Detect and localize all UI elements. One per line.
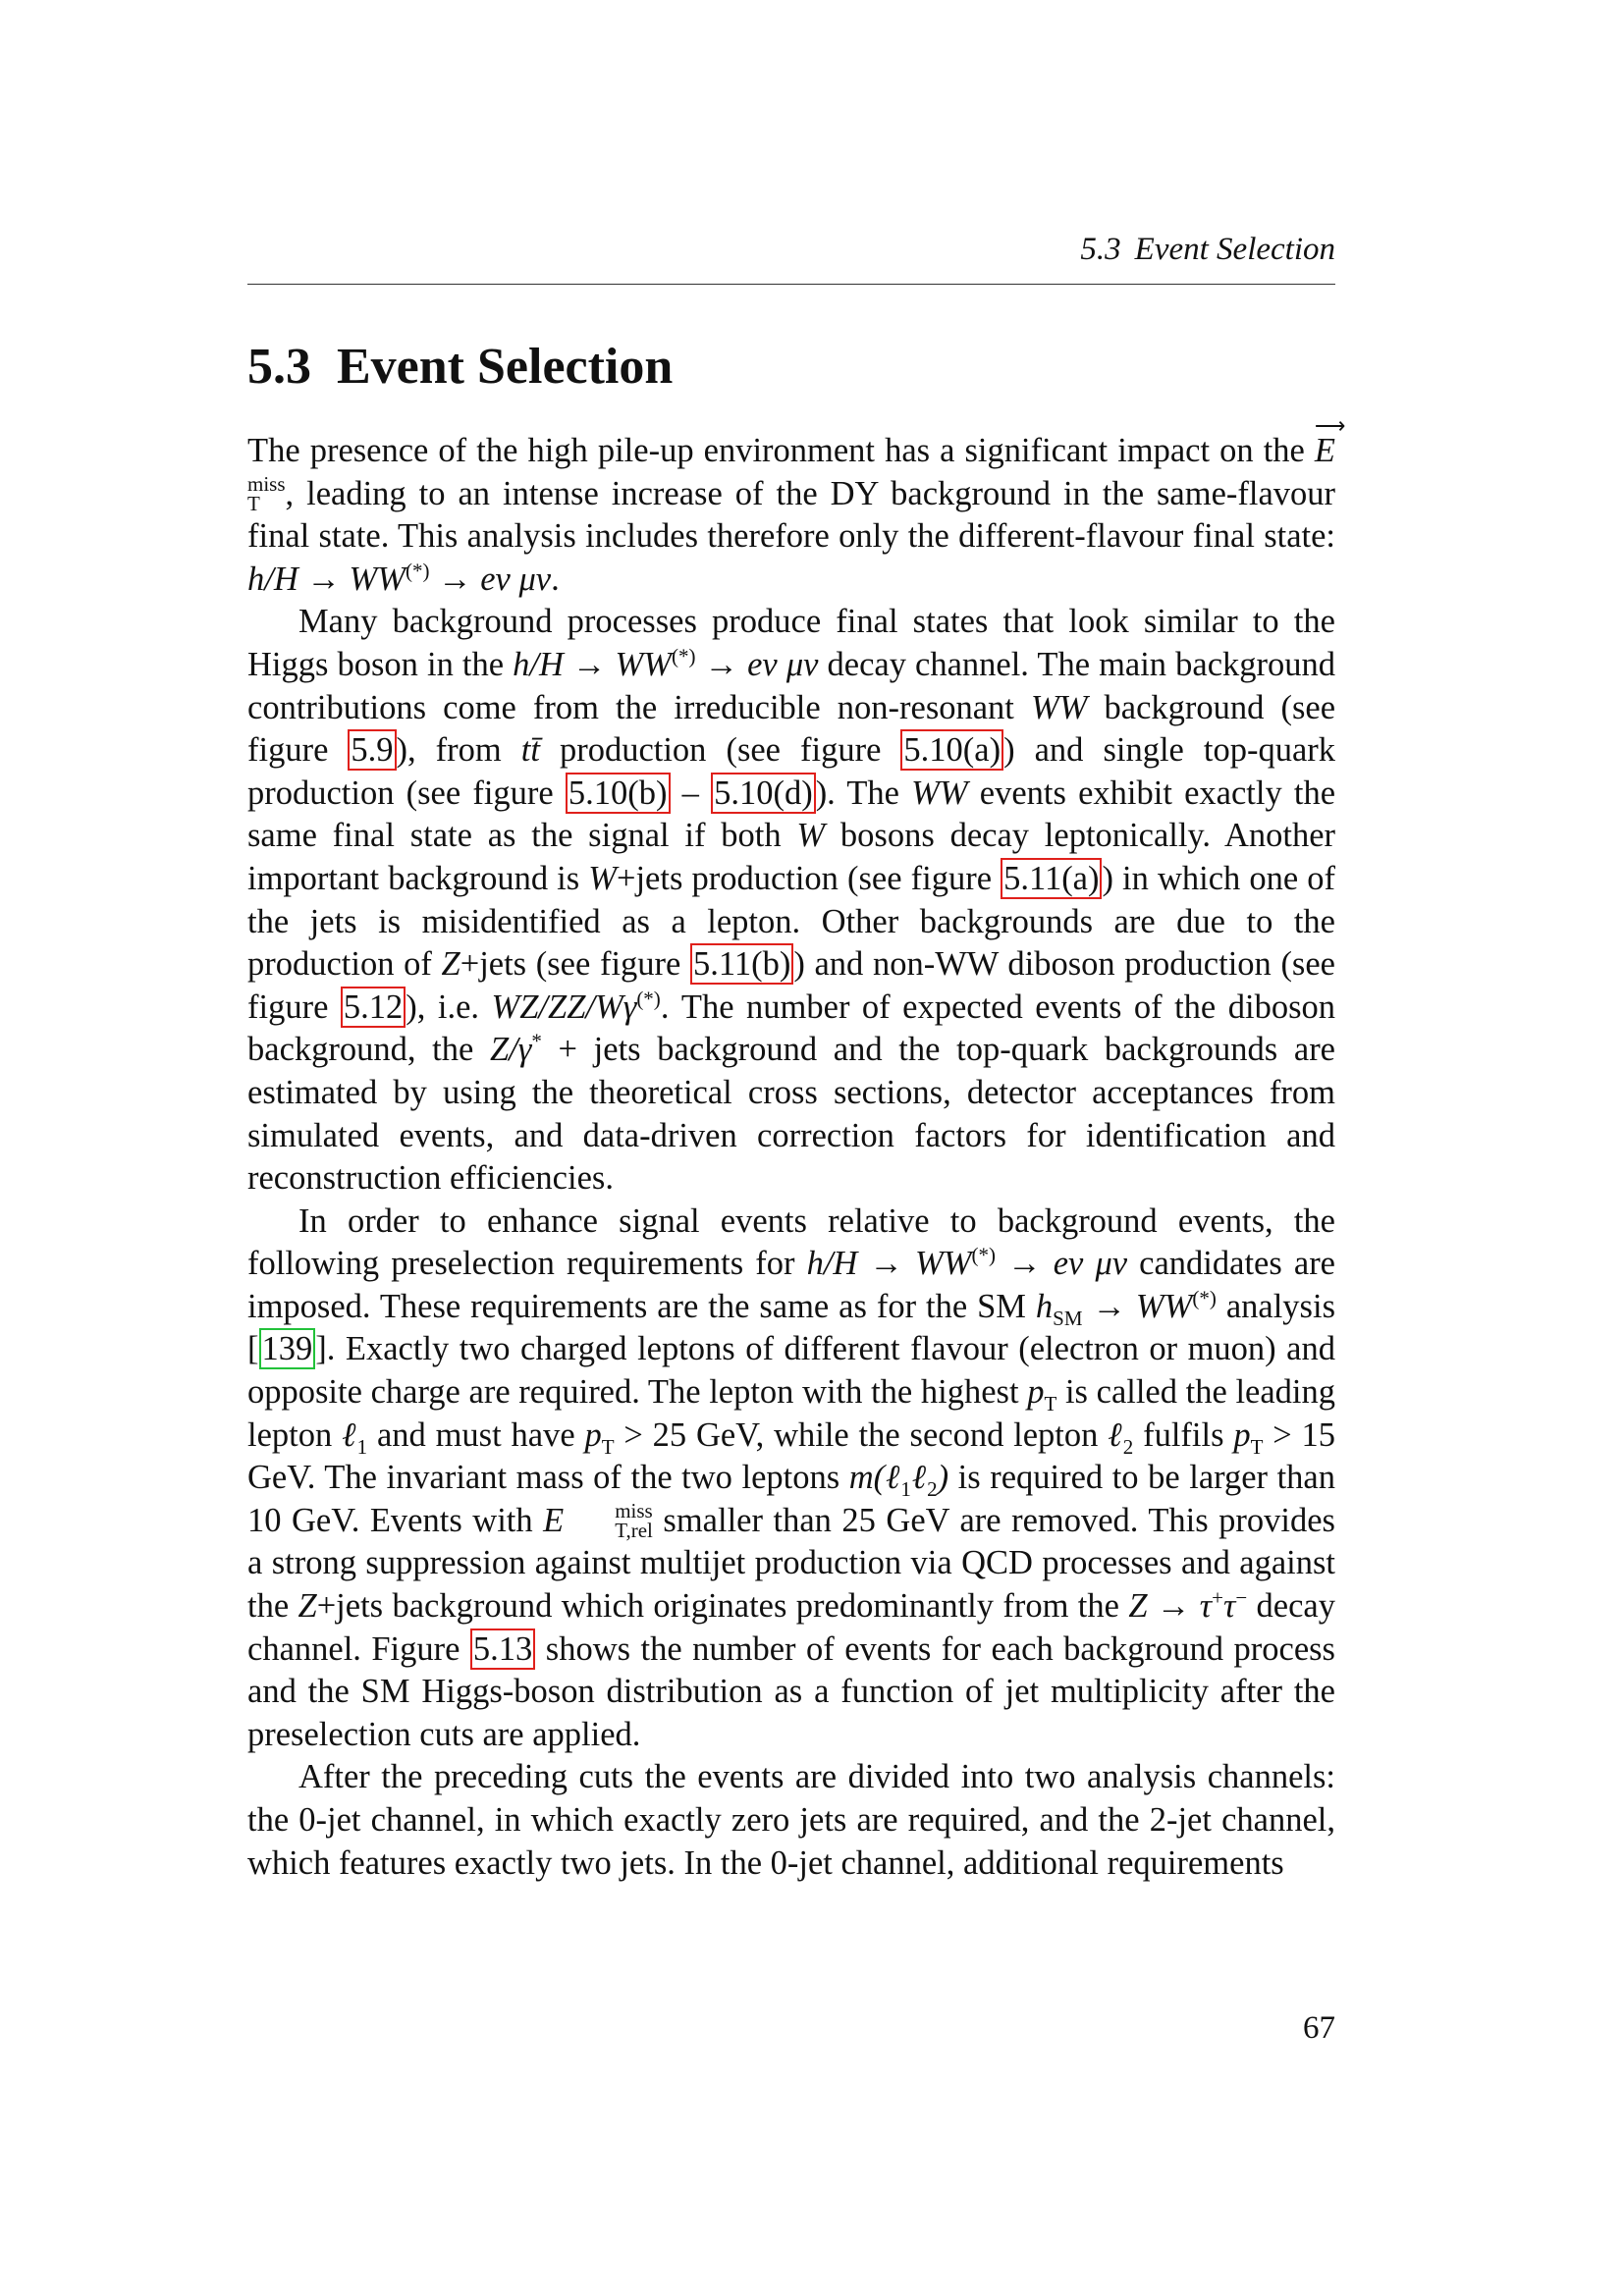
p1-text-1: The presence of the high pile-up environment has a significant impact on the [247,432,1315,469]
etmiss-sup: miss [247,471,286,496]
figure-ref-5-10b[interactable]: 5.10(b) [566,773,671,814]
etmiss-symbol [1314,413,1346,473]
citation-139[interactable]: 139 [259,1328,316,1369]
figure-ref-5-12[interactable]: 5.12 [341,987,406,1028]
figure-ref-5-9[interactable]: 5.9 [348,729,396,771]
paragraph-1 [247,413,1346,601]
zgamma-symbol: Z/γ* [490,1029,542,1069]
page-number: 67 [1303,2010,1335,2046]
figure-ref-5-10d[interactable]: 5.10(d) [711,773,816,814]
running-head-title: Event Selection [1134,232,1335,267]
paragraph-4: After the preceding cuts the events are divided into two analysis channels: the 0-jet channel, in which exactly zero jets are required, and the 2-jet channel, which features exactly two jets. In the 0-jet channel, additional requirements [247,1758,1335,1882]
vector-arrow-icon: ⟶ [1314,413,1346,438]
p2-decay: h/H → WW(*) → eν μν [513,644,819,683]
section-title [247,338,673,397]
figure-ref-5-13[interactable]: 5.13 [470,1629,535,1670]
p1-text-2: , leading to an intense increase of the DY background in the same-flavour final state. This analysis includes therefore only the different-flavour final state: [247,474,1335,556]
paragraph-2: Many background processes produce final states that look similar to the Higgs boson in the h/H → WW(*) → eν μν decay channel. The main background contributions come from the irreducible non-resonant WW background (see figure 5.9), from tt̄ production (see figure 5.10(a)) and single top-quark production (see figure 5.10(b) – 5.10(d)). The WW events exhibit exactly the same final state as the signal if both W bosons decay leptonically. Another important background is W+jets production (see figure 5.11(a)) in which one of the jets is misidentified as a lepton. Other backgrounds are due to the production of Z+jets (see figure 5.11(b)) and non-WW diboson production (see figure 5.12), i.e. WZ/ZZ/Wγ(*). The number of expected events of the diboson background, the Z/γ* + jets background and the top-quark backgrounds are estimated by using the theoretical cross sections, detector acceptances from simulated events, and data-driven correction factors for identification and reconstruction efficiencies. [247,603,1336,1198]
etmiss-scripts [247,471,286,515]
etmiss-base: E [1314,432,1335,469]
running-head [247,232,1335,268]
etrel-scripts: miss T,rel [615,1498,653,1542]
section-title-text: Event Selection [337,339,674,395]
mll-symbol: m(ℓ$_1$ℓ$_2$) [848,1459,949,1502]
p1-text-3: . [551,560,560,598]
etrel-base: E [543,1501,565,1539]
etmiss-sub: T [247,491,260,515]
running-head-number: 5.3 [1080,232,1121,267]
figure-ref-5-11a[interactable]: 5.11(a) [1001,858,1102,899]
section-number: 5.3 [247,339,311,395]
diboson-symbol: WZ/ZZ/Wγ(*) [491,987,661,1026]
p3-decay: h/H → WW(*) → eν μν [806,1243,1128,1283]
figure-ref-5-10a[interactable]: 5.10(a) [900,729,1003,771]
p1-decay: h/H → WW(*) → eν μν [247,559,552,598]
paragraph-3: In order to enhance signal events relative to background events, the following preselection requirements for h/H → WW(*) → eν μν candidates are imposed. These requirements are the same as for the SM $h_{SM} \to WW^{(*)}$ analysis [139]. Exactly two charged leptons of different flavour (electron or muon) and opposite charge are required. The lepton with the highest $p_T$ is called the leading lepton ℓ$_1$ and must have $p_T > 25$ GeV, while the second lepton ℓ$_2$ fulfils $p_T > 15$ GeV. The invariant mass of the two leptons m(ℓ$_1$ℓ$_2$) is required to be larger than 10 GeV. Events with E miss T,rel smaller than 25 GeV are removed. This provides a strong suppression against multijet production via QCD processes and against the Z+jets background which originates predominantly from the Z → τ+τ− decay channel. Figure 5.13 shows the number of events for each background process and the SM Higgs-boson distribution as a function of jet multiplicity after the preselection cuts are applied. [247,1201,1336,1753]
header-rule [247,284,1335,285]
body-text [247,413,1346,1885]
ztautau-symbol: Z → τ+τ− [1128,1585,1248,1626]
figure-ref-5-11b[interactable]: 5.11(b) [690,943,793,985]
